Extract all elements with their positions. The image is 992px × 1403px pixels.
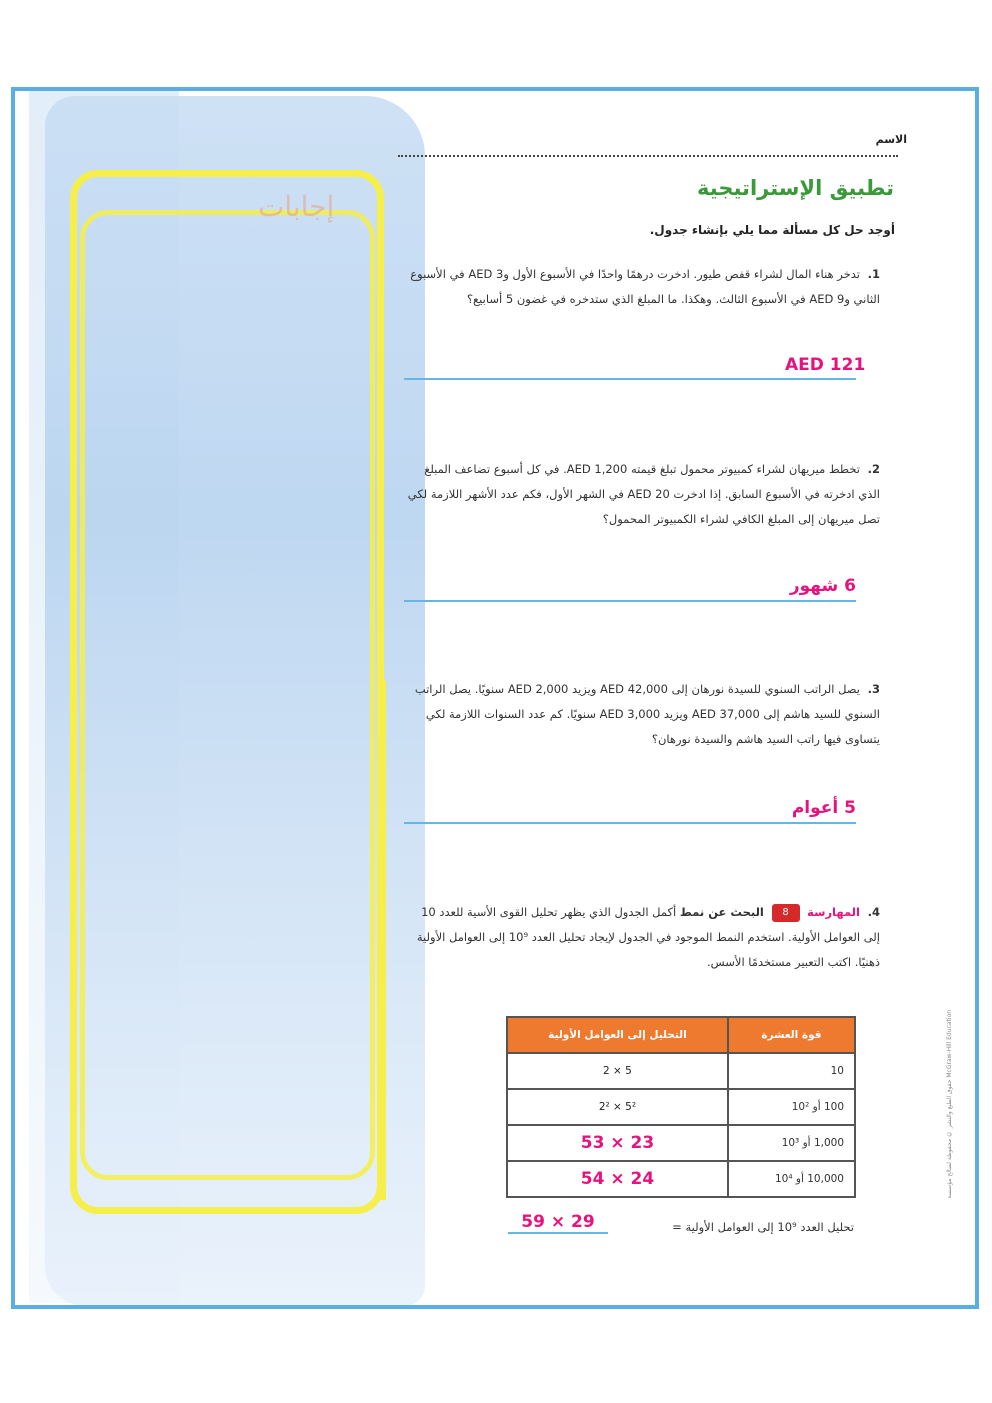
table-row — [507, 1125, 855, 1161]
skill-badge: 8 — [772, 904, 800, 922]
answer-line-2 — [404, 600, 856, 602]
question-4 — [405, 900, 880, 975]
copyright-credit: حقوق الطبع والنشر © محفوظة لصالح مؤسسة McGraw-Hill Education — [946, 1010, 953, 1199]
factor-cell: 2 × 5 — [507, 1053, 728, 1089]
question-number: 3. — [867, 682, 880, 696]
question-text: تخطط ميريهان لشراء كمبيوتر محمول تبلغ قيمته AED 1,200. في كل أسبوع تضاعف المبلغ الذي ادخرته في الأسبوع السابق. إذا ادخرت AED 20 في الشهر الأول، فكم عدد الأشهر اللازمة لكي تصل ميريهان إلى المبلغ الكافي لشراء الكمبيوتر المحمول؟ — [407, 462, 880, 526]
power-cell: 1,000 أو 10³ — [728, 1125, 855, 1161]
question-text: أكمل الجدول الذي يظهر تحليل القوى الأسية للعدد 10 إلى العوامل الأولية. استخدم النمط الموجود في الجدول لإيجاد تحليل العدد 10⁹ إلى العوامل الأولية ذهنيًا. اكتب التعبير مستخدمًا الأسس. — [416, 905, 880, 969]
question-text: يصل الراتب السنوي للسيدة نورهان إلى AED 42,000 ويزيد AED 2,000 سنويًا. يصل الراتب السنوي للسيد هاشم إلى AED 37,000 ويزيد AED 3,000 سنويًا. كم عدد السنوات اللازمة لكي يتساوى فيها راتب السيد هاشم والسيدة نورهان؟ — [414, 682, 880, 746]
yellow-highlight-inner — [80, 210, 375, 1180]
power-cell: 10 — [728, 1053, 855, 1089]
question-1 — [405, 262, 880, 312]
yellow-highlight-stroke — [380, 680, 386, 1200]
question-2 — [405, 457, 880, 532]
question-number: 4. — [867, 905, 880, 919]
answer-3: 5 أعوام — [791, 798, 856, 818]
power-cell: 100 أو 10² — [728, 1089, 855, 1125]
answer-line-1 — [404, 378, 856, 380]
question-3 — [405, 677, 880, 752]
name-label: الاسم — [875, 133, 907, 146]
factor-cell: 2² × 5² — [507, 1089, 728, 1125]
answer-line-3 — [404, 822, 856, 824]
table-row — [507, 1161, 855, 1197]
instruction: أوجد حل كل مسألة مما يلي بإنشاء جدول. — [649, 223, 895, 237]
watermark-answers: إجابات — [258, 190, 335, 223]
table-row — [507, 1053, 855, 1089]
column-header-factorization: التحليل إلى العوامل الأولية — [507, 1017, 728, 1053]
column-header-power: قوة العشرة — [728, 1017, 855, 1053]
skill-title: البحث عن نمط — [679, 905, 764, 919]
factor-answer-cell: 54 × 24 — [507, 1161, 728, 1197]
skill-label: المهارسة — [807, 905, 860, 919]
question-number: 1. — [867, 267, 880, 281]
table-header-row — [507, 1017, 855, 1053]
answer-2: 6 شهور — [789, 576, 856, 596]
name-line — [398, 155, 898, 157]
question-text: تدخر هناء المال لشراء قفص طيور. ادخرت درهمًا واحدًا في الأسبوع الأول و3 AED في الأسبوع الثاني و9 AED في الأسبوع الثالث. وهكذا. ما المبلغ الذي ستدخره في غضون 5 أسابيع؟ — [410, 267, 880, 306]
question-number: 2. — [867, 462, 880, 476]
power-cell: 10,000 أو 10⁴ — [728, 1161, 855, 1197]
final-label: تحليل العدد 10⁹ إلى العوامل الأولية = — [672, 1220, 854, 1234]
powers-table — [506, 1016, 856, 1198]
table-row — [507, 1089, 855, 1125]
answer-1: AED 121 — [785, 355, 866, 375]
page-title: تطبيق الإستراتيجية — [697, 176, 894, 200]
factor-answer-cell: 53 × 23 — [507, 1125, 728, 1161]
final-answer: 59 × 29 — [508, 1212, 608, 1234]
